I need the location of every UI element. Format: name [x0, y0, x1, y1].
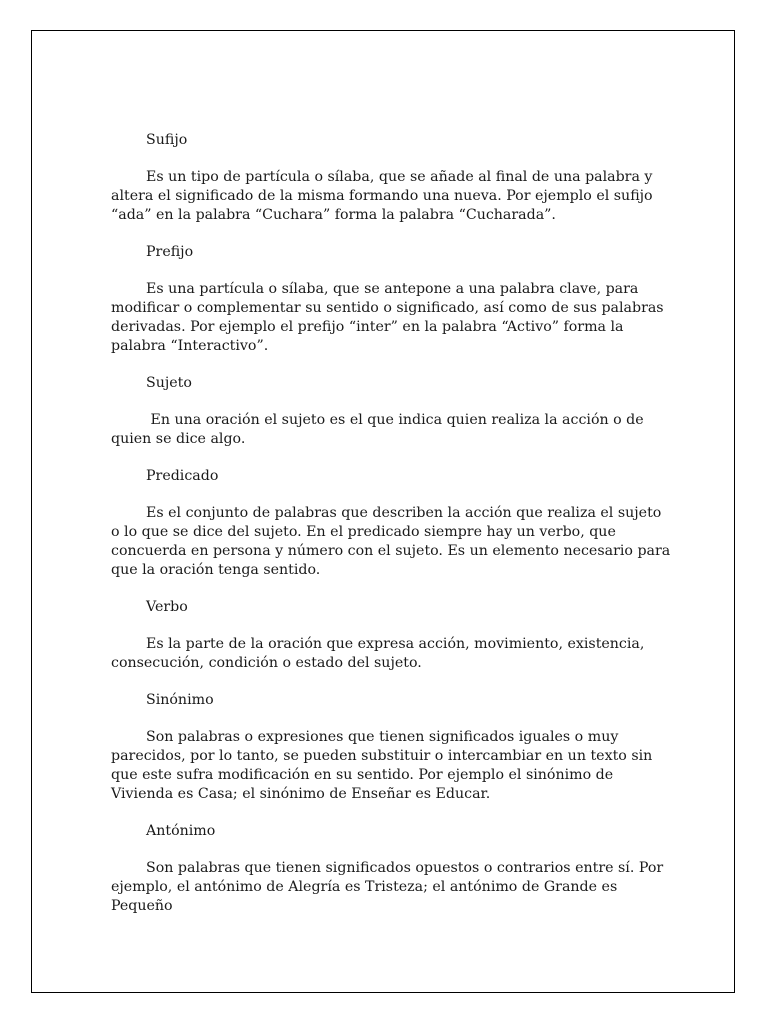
- section-body-sufijo: Es un tipo de partícula o sílaba, que se añade al final de una palabra y altera el significado de la misma formando una nueva. Por ejemplo el sufijo “ada” en la palabra “Cuchara” forma la palabra “Cucharada”.: [111, 169, 653, 223]
- section-body-antonimo: Son palabras que tienen significados opuestos o contrarios entre sí. Por ejemplo, el antónimo de Alegría es Tristeza; el antónimo de Grande es Pequeño: [111, 860, 664, 914]
- section-body-predicado: Es el conjunto de palabras que describen la acción que realiza el sujeto o lo que se dice del sujeto. En el predicado siempre hay un verbo, que concuerda en persona y número con el sujeto. Es un elemento necesario para que la oración tenga sentido.: [111, 505, 671, 578]
- document-page: [31, 30, 735, 993]
- section-heading-prefijo: Prefijo: [146, 244, 194, 260]
- document-body: [111, 131, 671, 934]
- section-heading-antonimo: Antónimo: [146, 823, 216, 839]
- section-body-verbo: Es la parte de la oración que expresa acción, movimiento, existencia, consecución, condición o estado del sujeto.: [111, 636, 645, 671]
- section-heading-predicado: Predicado: [146, 468, 219, 484]
- section-body-prefijo: Es una partícula o sílaba, que se antepone a una palabra clave, para modificar o complementar su sentido o significado, así como de sus palabras derivadas. Por ejemplo el prefijo “inter” en la palabra “Activo” forma la palabra “Interactivo”.: [111, 281, 664, 354]
- section-body-sujeto: En una oración el sujeto es el que indica quien realiza la acción o de quien se dice algo.: [111, 412, 649, 447]
- section-heading-sufijo: Sufijo: [146, 132, 188, 148]
- section-body-sinonimo: Son palabras o expresiones que tienen significados iguales o muy parecidos, por lo tanto, se pueden substituir o intercambiar en un texto sin que este sufra modificación en su sentido. Por ejemplo el sinónimo de Vivienda es Casa; el sinónimo de Enseñar es Educar.: [111, 729, 653, 802]
- section-heading-verbo: Verbo: [146, 599, 188, 615]
- section-heading-sinonimo: Sinónimo: [146, 692, 214, 708]
- section-heading-sujeto: Sujeto: [146, 375, 192, 391]
